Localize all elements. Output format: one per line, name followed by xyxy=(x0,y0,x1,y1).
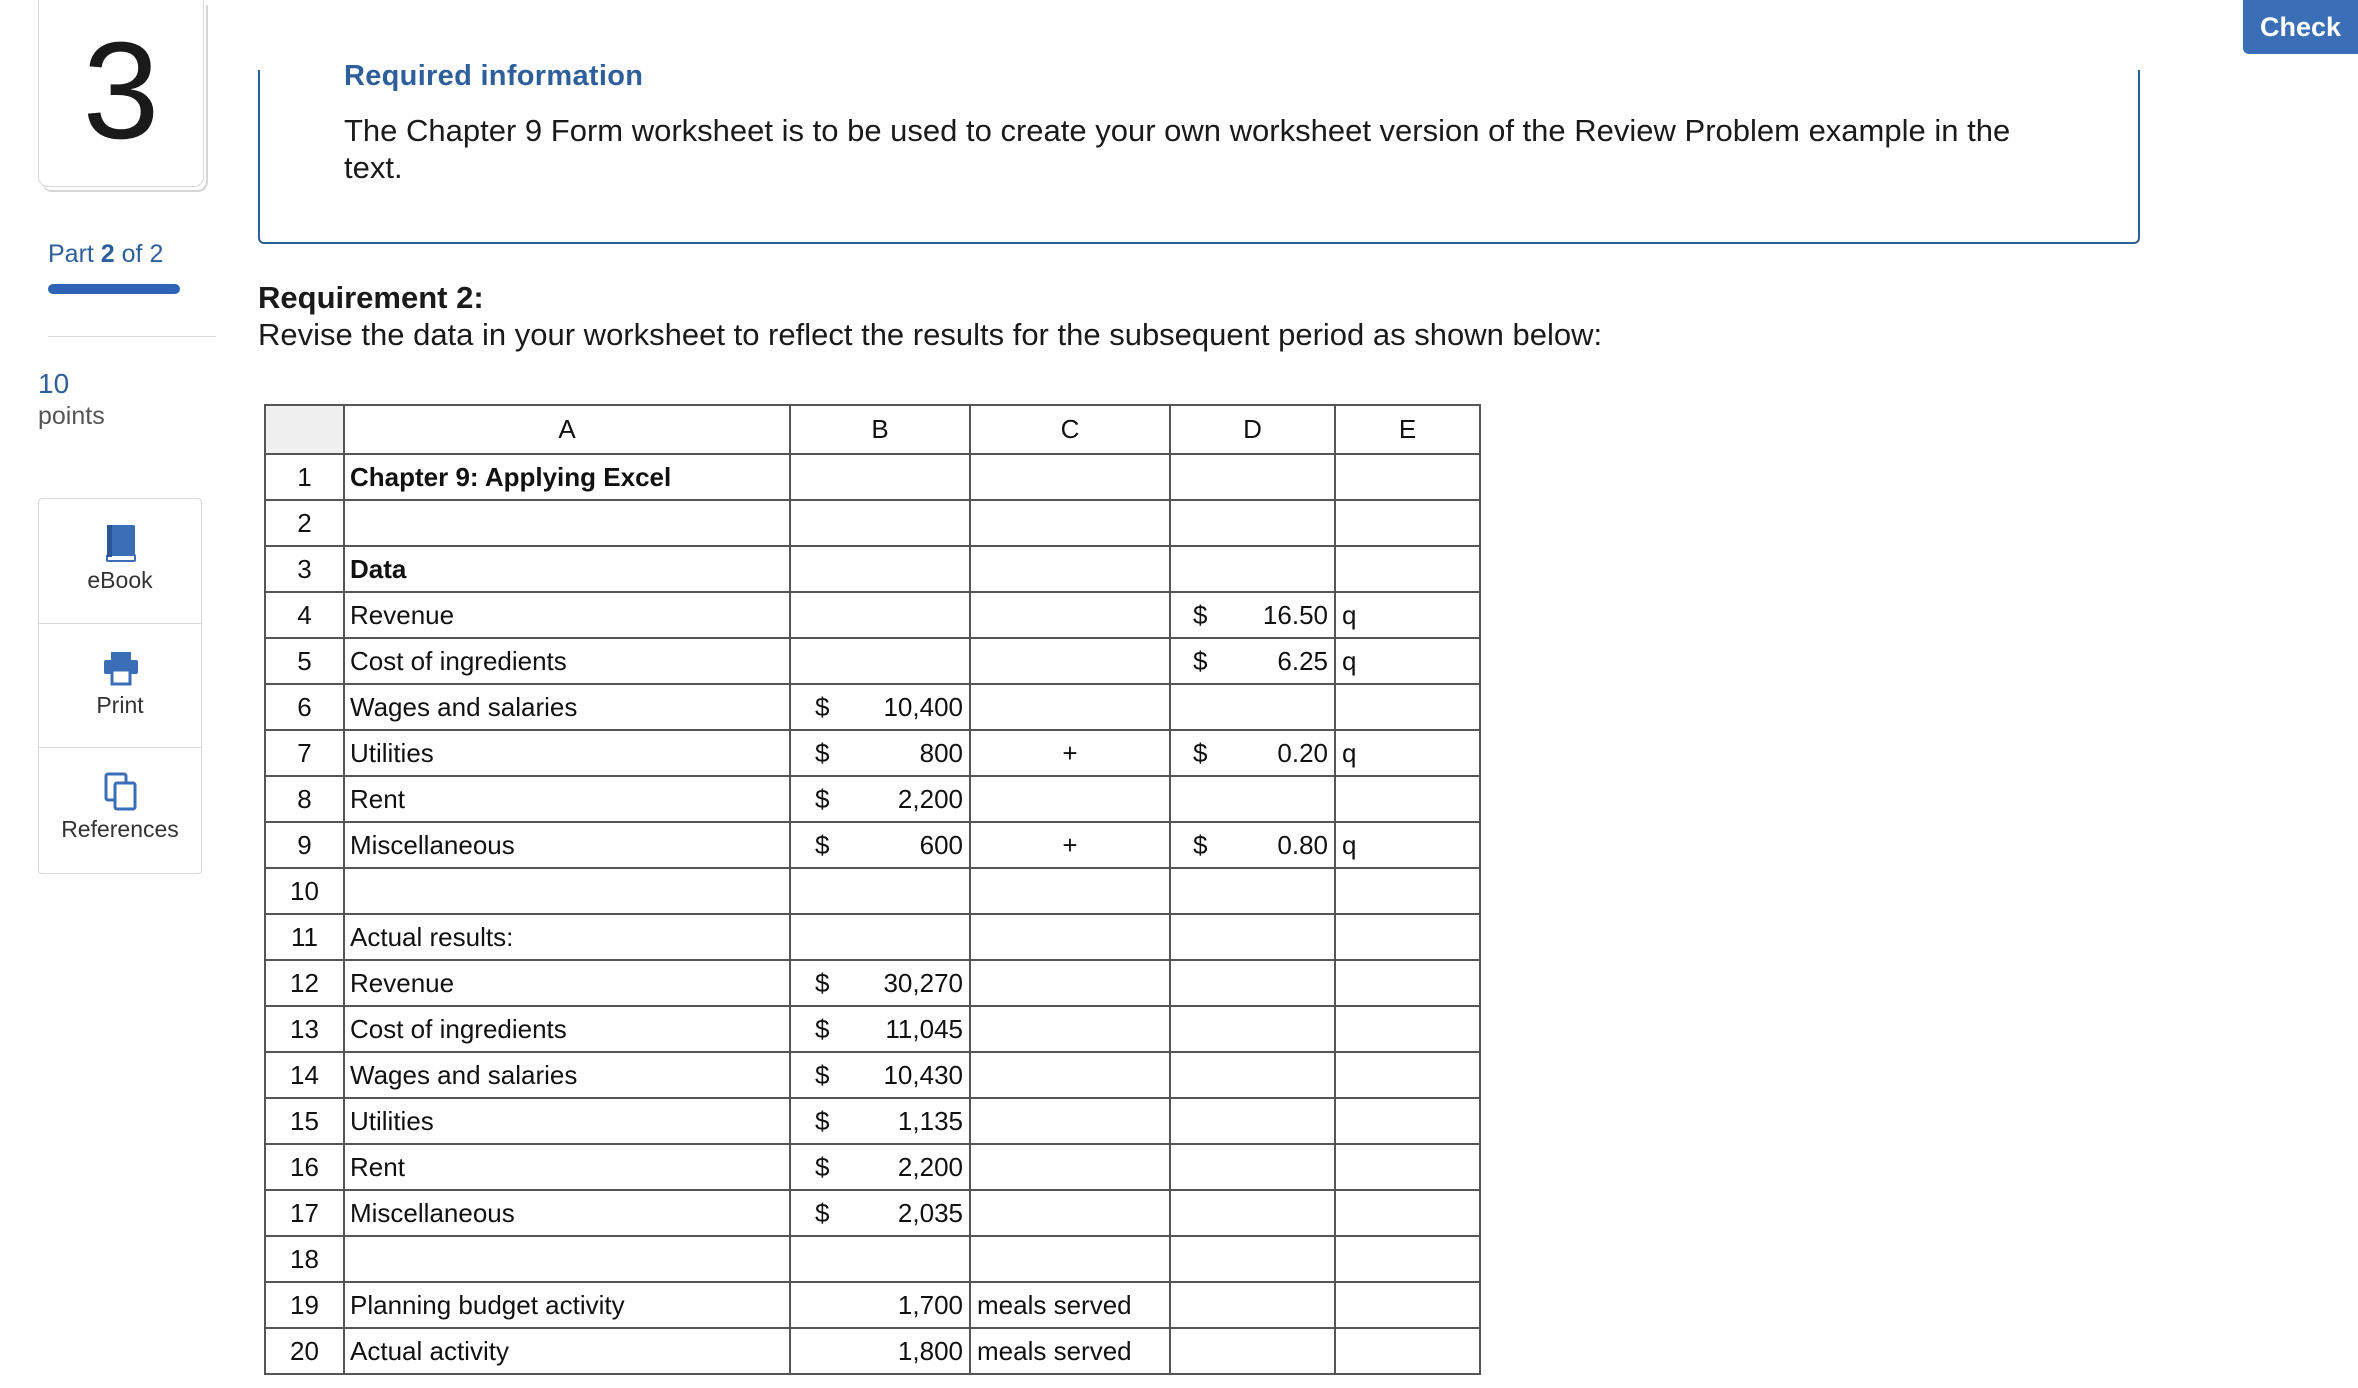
cell-e[interactable] xyxy=(1335,454,1480,500)
cell-c[interactable] xyxy=(970,960,1170,1006)
row-number: 2 xyxy=(265,500,344,546)
table-row xyxy=(265,546,1480,592)
cell-d[interactable] xyxy=(1170,776,1335,822)
row-number: 17 xyxy=(265,1190,344,1236)
cell-b-value: 1,135 xyxy=(897,1105,963,1136)
cell-a[interactable]: Revenue xyxy=(344,960,790,1006)
cell-b-value: 2,200 xyxy=(897,1151,963,1182)
part-progress-bar xyxy=(48,284,180,294)
cell-c[interactable] xyxy=(970,638,1170,684)
cell-d[interactable] xyxy=(1170,1144,1335,1190)
cell-a[interactable] xyxy=(344,500,790,546)
requirement-title: Requirement 2: xyxy=(258,280,484,315)
cell-b[interactable] xyxy=(790,684,970,730)
cell-b[interactable] xyxy=(790,1144,970,1190)
cell-c[interactable]: meals served xyxy=(970,1282,1170,1328)
cell-e[interactable]: q xyxy=(1335,730,1480,776)
cell-b-value: 600 xyxy=(919,829,963,860)
table-row xyxy=(265,592,1480,638)
print-label: Print xyxy=(96,692,144,718)
cell-c[interactable] xyxy=(970,546,1170,592)
cell-d[interactable] xyxy=(1170,1098,1335,1144)
cell-a[interactable]: Rent xyxy=(344,1144,790,1190)
table-row xyxy=(265,1052,1480,1098)
cell-b[interactable]: 1,800 xyxy=(790,1328,970,1374)
column-header-row xyxy=(265,405,1480,454)
column-header-e: E xyxy=(1335,405,1480,454)
row-number: 9 xyxy=(265,822,344,868)
worksheet-table xyxy=(264,404,1481,1375)
row-number: 6 xyxy=(265,684,344,730)
column-header-d: D xyxy=(1170,405,1335,454)
row-number: 20 xyxy=(265,1328,344,1374)
row-number: 7 xyxy=(265,730,344,776)
cell-a[interactable]: Chapter 9: Applying Excel xyxy=(344,454,790,500)
required-info-title: Required information xyxy=(344,60,644,92)
row-number: 10 xyxy=(265,868,344,914)
cell-e[interactable] xyxy=(1335,684,1480,730)
cell-c[interactable]: meals served xyxy=(970,1328,1170,1374)
points-value: 10 xyxy=(38,368,70,399)
currency-symbol: $ xyxy=(1193,829,1208,860)
cell-d[interactable] xyxy=(1170,1236,1335,1282)
table-row xyxy=(265,1282,1480,1328)
cell-d[interactable] xyxy=(1170,500,1335,546)
cell-e[interactable] xyxy=(1335,546,1480,592)
cell-b[interactable] xyxy=(790,914,970,960)
ebook-button[interactable] xyxy=(39,499,201,623)
copy-icon xyxy=(102,772,140,812)
currency-symbol: $ xyxy=(815,691,830,722)
references-button[interactable] xyxy=(39,747,201,872)
cell-a[interactable] xyxy=(344,868,790,914)
check-button[interactable]: Check xyxy=(2243,0,2358,54)
cell-a[interactable]: Utilities xyxy=(344,1098,790,1144)
cell-b[interactable] xyxy=(790,546,970,592)
cell-d-value: 6.25 xyxy=(1277,645,1328,676)
cell-a[interactable]: Cost of ingredients xyxy=(344,1006,790,1052)
cell-a[interactable]: Miscellaneous xyxy=(344,1190,790,1236)
row-number: 14 xyxy=(265,1052,344,1098)
table-row xyxy=(265,454,1480,500)
cell-c[interactable] xyxy=(970,1236,1170,1282)
ebook-label: eBook xyxy=(87,567,153,593)
cell-a[interactable]: Planning budget activity xyxy=(344,1282,790,1328)
cell-c[interactable] xyxy=(970,1098,1170,1144)
table-row xyxy=(265,776,1480,822)
part-indicator: Part 2 of 2 xyxy=(48,240,164,268)
cell-d[interactable] xyxy=(1170,960,1335,1006)
cell-a[interactable]: Wages and salaries xyxy=(344,684,790,730)
column-header-b: B xyxy=(790,405,970,454)
cell-c[interactable] xyxy=(970,1190,1170,1236)
row-number: 4 xyxy=(265,592,344,638)
cell-b-value: 2,200 xyxy=(897,783,963,814)
cell-b-value: 10,430 xyxy=(883,1059,963,1090)
cell-d-value: 0.20 xyxy=(1277,737,1328,768)
cell-e[interactable] xyxy=(1335,1098,1480,1144)
column-header-c: C xyxy=(970,405,1170,454)
cell-a[interactable]: Actual results: xyxy=(344,914,790,960)
table-row xyxy=(265,1006,1480,1052)
cell-a[interactable] xyxy=(344,1236,790,1282)
cell-c[interactable] xyxy=(970,776,1170,822)
table-row xyxy=(265,914,1480,960)
table-row xyxy=(265,1328,1480,1374)
cell-c[interactable] xyxy=(970,684,1170,730)
table-row xyxy=(265,638,1480,684)
cell-b-value: 10,400 xyxy=(883,691,963,722)
cell-e[interactable]: q xyxy=(1335,592,1480,638)
currency-symbol: $ xyxy=(815,967,830,998)
cell-d-value: 0.80 xyxy=(1277,829,1328,860)
currency-symbol: $ xyxy=(1193,645,1208,676)
table-row xyxy=(265,1236,1480,1282)
table-row xyxy=(265,1144,1480,1190)
cell-d[interactable] xyxy=(1170,1328,1335,1374)
cell-c[interactable] xyxy=(970,914,1170,960)
cell-c[interactable] xyxy=(970,1006,1170,1052)
question-number-card xyxy=(38,0,204,187)
cell-e[interactable] xyxy=(1335,1144,1480,1190)
part-total: of 2 xyxy=(121,240,164,268)
currency-symbol: $ xyxy=(815,1013,830,1044)
cell-b[interactable] xyxy=(790,1052,970,1098)
cell-d[interactable] xyxy=(1170,1282,1335,1328)
currency-symbol: $ xyxy=(815,1151,830,1182)
row-number: 19 xyxy=(265,1282,344,1328)
book-icon xyxy=(102,523,140,563)
column-header-a: A xyxy=(344,405,790,454)
row-number: 1 xyxy=(265,454,344,500)
row-number: 13 xyxy=(265,1006,344,1052)
cell-a[interactable]: Actual activity xyxy=(344,1328,790,1374)
currency-symbol: $ xyxy=(1193,737,1208,768)
cell-b[interactable] xyxy=(790,1098,970,1144)
cell-e[interactable] xyxy=(1335,1006,1480,1052)
cell-c[interactable] xyxy=(970,500,1170,546)
requirement-text: Revise the data in your worksheet to reflect the results for the subsequent period as shown below: xyxy=(258,317,1603,352)
table-row xyxy=(265,500,1480,546)
row-number: 16 xyxy=(265,1144,344,1190)
cell-d[interactable] xyxy=(1170,1006,1335,1052)
cell-b[interactable] xyxy=(790,500,970,546)
cell-c[interactable] xyxy=(970,868,1170,914)
required-info-text: The Chapter 9 Form worksheet is to be used to create your own worksheet version of the Review Problem example in the text. xyxy=(344,113,2011,185)
cell-e[interactable] xyxy=(1335,1328,1480,1374)
cell-b-value: 2,035 xyxy=(897,1197,963,1228)
cell-b[interactable] xyxy=(790,1236,970,1282)
currency-symbol: $ xyxy=(815,1059,830,1090)
points-label: points xyxy=(38,402,105,430)
cell-a[interactable]: Wages and salaries xyxy=(344,1052,790,1098)
cell-e[interactable] xyxy=(1335,1052,1480,1098)
cell-e[interactable]: q xyxy=(1335,822,1480,868)
cell-b[interactable] xyxy=(790,454,970,500)
cell-a[interactable]: Cost of ingredients xyxy=(344,638,790,684)
cell-b-value: 800 xyxy=(919,737,963,768)
references-label: References xyxy=(61,816,179,842)
cell-b[interactable] xyxy=(790,822,970,868)
cell-a[interactable]: Rent xyxy=(344,776,790,822)
cell-d[interactable] xyxy=(1170,868,1335,914)
cell-a[interactable]: Revenue xyxy=(344,592,790,638)
cell-c[interactable] xyxy=(970,454,1170,500)
cell-c[interactable] xyxy=(970,1144,1170,1190)
cell-e[interactable] xyxy=(1335,1236,1480,1282)
cell-a[interactable]: Miscellaneous xyxy=(344,822,790,868)
rail-divider xyxy=(48,336,216,337)
cell-b[interactable] xyxy=(790,868,970,914)
cell-b[interactable] xyxy=(790,776,970,822)
cell-d[interactable] xyxy=(1170,914,1335,960)
table-row xyxy=(265,1190,1480,1236)
cell-d[interactable] xyxy=(1170,684,1335,730)
table-row xyxy=(265,684,1480,730)
row-number: 8 xyxy=(265,776,344,822)
currency-symbol: $ xyxy=(815,783,830,814)
corner-cell xyxy=(265,405,344,454)
cell-d[interactable] xyxy=(1170,1190,1335,1236)
cell-a[interactable]: Utilities xyxy=(344,730,790,776)
cell-c[interactable]: + xyxy=(970,730,1170,776)
cell-e[interactable] xyxy=(1335,500,1480,546)
cell-c[interactable] xyxy=(970,592,1170,638)
row-number: 5 xyxy=(265,638,344,684)
cell-a[interactable]: Data xyxy=(344,546,790,592)
cell-e[interactable] xyxy=(1335,914,1480,960)
cell-d[interactable] xyxy=(1170,730,1335,776)
table-row xyxy=(265,1098,1480,1144)
table-row xyxy=(265,868,1480,914)
cell-d[interactable] xyxy=(1170,822,1335,868)
cell-b[interactable] xyxy=(790,730,970,776)
question-number: 3 xyxy=(82,14,160,168)
cell-d[interactable] xyxy=(1170,1052,1335,1098)
part-current: 2 xyxy=(100,240,115,268)
row-number: 12 xyxy=(265,960,344,1006)
cell-b[interactable] xyxy=(790,638,970,684)
row-number: 11 xyxy=(265,914,344,960)
cell-e[interactable] xyxy=(1335,776,1480,822)
row-number: 18 xyxy=(265,1236,344,1282)
cell-d-value: 16.50 xyxy=(1262,599,1328,630)
row-number: 15 xyxy=(265,1098,344,1144)
cell-e[interactable] xyxy=(1335,868,1480,914)
printer-icon xyxy=(102,648,140,688)
currency-symbol: $ xyxy=(815,1197,830,1228)
cell-d[interactable] xyxy=(1170,454,1335,500)
cell-b-value: 11,045 xyxy=(885,1013,963,1044)
cell-d[interactable] xyxy=(1170,638,1335,684)
table-row xyxy=(265,822,1480,868)
currency-symbol: $ xyxy=(815,829,830,860)
cell-e[interactable] xyxy=(1335,960,1480,1006)
cell-b[interactable] xyxy=(790,960,970,1006)
cell-e[interactable] xyxy=(1335,1190,1480,1236)
currency-symbol: $ xyxy=(1193,599,1208,630)
cell-e[interactable]: q xyxy=(1335,638,1480,684)
cell-b[interactable] xyxy=(790,1006,970,1052)
print-button[interactable] xyxy=(39,623,201,748)
cell-b[interactable] xyxy=(790,1190,970,1236)
required-info-box xyxy=(258,60,2140,244)
cell-b-value: 30,270 xyxy=(883,967,963,998)
tool-panel xyxy=(38,498,202,874)
cell-e[interactable] xyxy=(1335,1282,1480,1328)
table-row xyxy=(265,730,1480,776)
table-row xyxy=(265,960,1480,1006)
cell-d[interactable] xyxy=(1170,592,1335,638)
currency-symbol: $ xyxy=(815,1105,830,1136)
cell-b[interactable]: 1,700 xyxy=(790,1282,970,1328)
cell-d[interactable] xyxy=(1170,546,1335,592)
currency-symbol: $ xyxy=(815,737,830,768)
row-number: 3 xyxy=(265,546,344,592)
cell-c[interactable] xyxy=(970,1052,1170,1098)
worksheet xyxy=(264,404,1481,1375)
cell-b[interactable] xyxy=(790,592,970,638)
cell-c[interactable]: + xyxy=(970,822,1170,868)
